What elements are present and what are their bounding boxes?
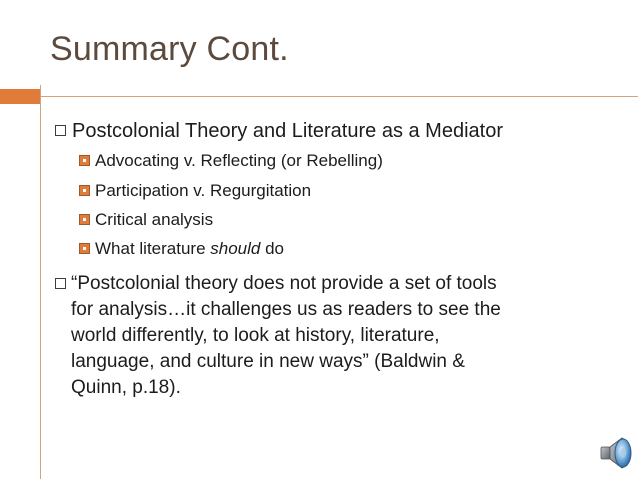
title-accent-bar (0, 89, 40, 104)
quote-line: Quinn, p.18). (71, 377, 181, 398)
sub-bullet-text: Participation v. Regurgitation (95, 181, 312, 200)
sub-bullet-box-icon (79, 155, 90, 166)
bullet-text: Postcolonial Theory and Literature as a Mediator (72, 120, 503, 142)
bullet-item (55, 118, 503, 145)
bullet-item (55, 271, 66, 298)
speaker-icon[interactable] (598, 433, 634, 473)
quote-line: language, and culture in new ways” (Baldwin & (71, 351, 465, 372)
sub-bullet-box-icon (79, 214, 90, 225)
sub-bullet-item (79, 151, 383, 171)
quote-line: for analysis…it challenges us as readers to see the (71, 299, 501, 320)
quote-line: “Postcolonial theory does not provide a set of tools (71, 273, 497, 294)
vertical-rule (40, 85, 41, 479)
sub-bullet-text: Critical analysis (95, 210, 214, 229)
horizontal-rule (40, 96, 638, 97)
slide-title: Summary Cont. (50, 30, 289, 68)
sub-bullet-item (79, 210, 213, 230)
sub-bullet-text (95, 239, 284, 258)
sub-bullet-text-post: do (260, 239, 285, 258)
sub-bullet-text-pre: What literature (95, 239, 211, 258)
sub-bullet-item (79, 239, 284, 259)
quote-text (71, 271, 611, 401)
sub-bullet-box-icon (79, 243, 90, 254)
quote-line: world differently, to look at history, literature, (71, 325, 440, 346)
sub-bullet-text: Advocating v. Reflecting (or Rebelling) (95, 151, 383, 170)
sub-bullet-item (79, 181, 311, 201)
sub-bullet-box-icon (79, 185, 90, 196)
sub-bullet-text-emphasis: should (210, 239, 261, 258)
bullet-box-icon (55, 125, 66, 136)
bullet-box-icon (55, 278, 66, 289)
